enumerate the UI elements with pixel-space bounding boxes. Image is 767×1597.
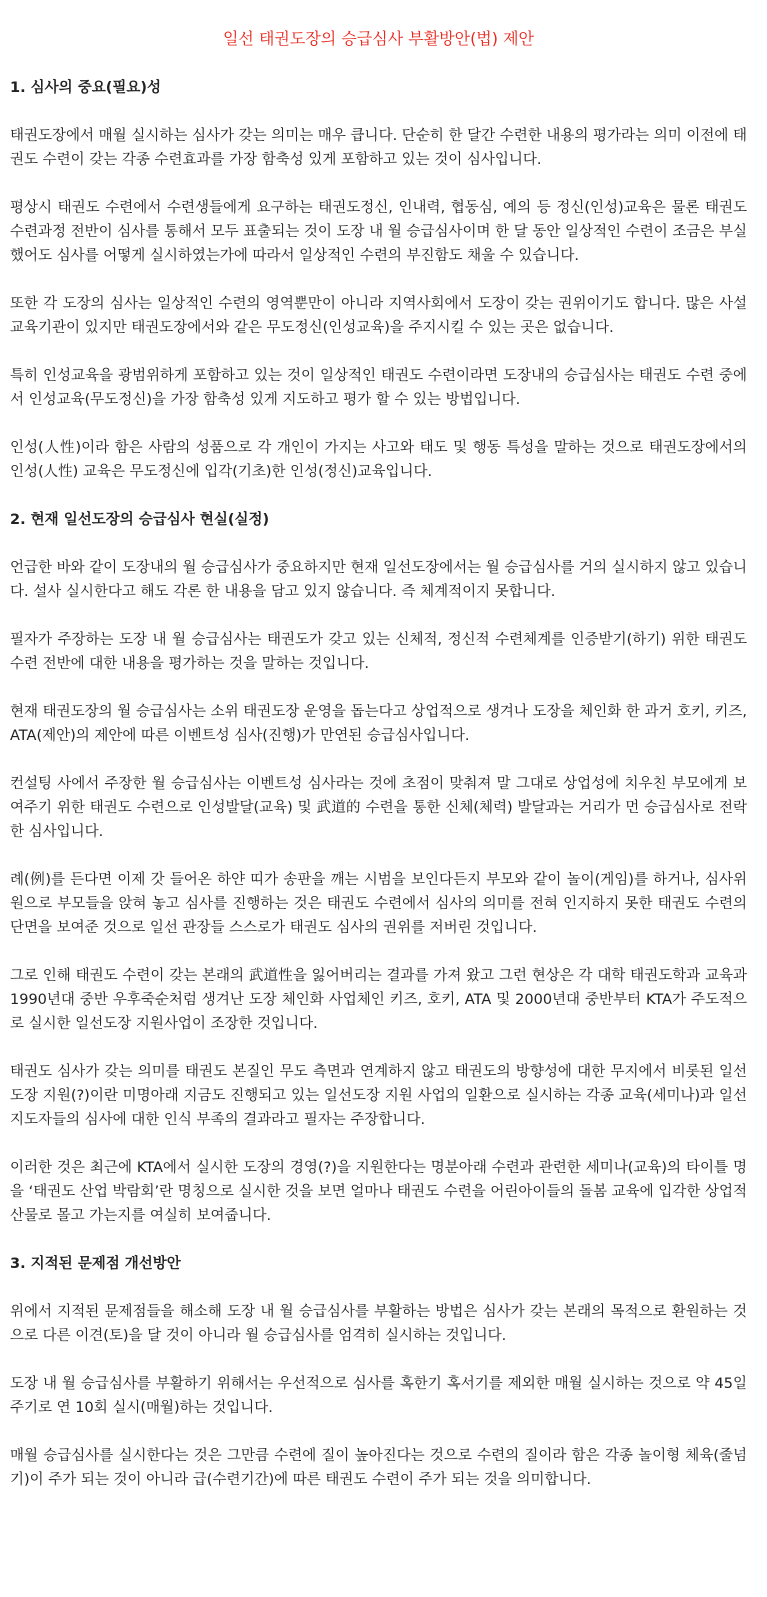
paragraph: 매월 승급심사를 실시한다는 것은 그만큼 수련에 질이 높아진다는 것으로 수련의 질이라 함은 각종 놀이형 체육(줄넘기)이 주가 되는 것이 아니라 급(수련기간)에 따른 태권도 수련이 주가 되는 것을 의미합니다. [10,1448,747,1488]
paragraph: 언급한 바와 같이 도장내의 월 승급심사가 중요하지만 현재 일선도장에서는 월 승급심사를 거의 실시하지 않고 있습니다. 설사 실시한다고 해도 각론 한 내용을 담고 있지 않습니다. 즉 체계적이지 못합니다. [10,560,747,600]
section-heading-1: 1. 심사의 중요(필요)성 [10,80,162,96]
paragraph: 컨설팅 사에서 주장한 월 승급심사는 이벤트성 심사라는 것에 초점이 맞춰져 말 그대로 상업성에 치우친 부모에게 보여주기 위한 태권도 수련으로 인성발달(교육) 및 武道的 수련을 통한 신체(체력) 발달과는 거리가 먼 승급심사로 전락한 심사입니다. [10,776,747,840]
paragraph: 필자가 주장하는 도장 내 월 승급심사는 태권도가 갖고 있는 신체적, 정신적 수련체계를 인증받기(하기) 위한 태권도 수련 전반에 대한 내용을 평가하는 것을 말하는 것입니다. [10,632,747,672]
section-heading-3: 3. 지적된 문제점 개선방안 [10,1256,181,1272]
paragraph: 현재 태권도장의 월 승급심사는 소위 태권도장 운영을 돕는다고 상업적으로 생겨나 도장을 체인화 한 과거 호키, 키즈, ATA(제안)의 제안에 따른 이벤트성 심사(진행)가 만연된 승급심사입니다. [10,704,747,744]
paragraph: 그로 인해 태권도 수련이 갖는 본래의 武道性을 잃어버리는 결과를 가져 왔고 그런 현상은 각 대학 태권도학과 교육과 1990년대 중반 우후죽순처럼 생겨난 도장 체인화 사업체인 키즈, 호키, ATA 및 2000년대 중반부터 KTA가 주도적으로 실시한 일선도장 지원사업이 조장한 것입니다. [10,968,747,1032]
paragraph: 위에서 지적된 문제점들을 해소해 도장 내 월 승급심사를 부활하는 방법은 심사가 갖는 본래의 목적으로 환원하는 것으로 다른 이견(토)을 달 것이 아니라 월 승급심사를 엄격히 실시하는 것입니다. [10,1304,747,1344]
paragraph: 태권도장에서 매월 실시하는 심사가 갖는 의미는 매우 큽니다. 단순히 한 달간 수련한 내용의 평가라는 의미 이전에 태권도 수련이 갖는 각종 수련효과를 가장 함축성 있게 포함하고 있는 것이 심사입니다. [10,128,747,168]
article-title: 일선 태권도장의 승급심사 부활방안(법) 제안 [222,29,535,48]
paragraph: 특히 인성교육을 광범위하게 포함하고 있는 것이 일상적인 태권도 수련이라면 도장내의 승급심사는 태권도 수련 중에서 인성교육(무도정신)을 가장 함축성 있게 지도하고 평가 할 수 있는 방법입니다. [10,368,747,408]
section-heading-2: 2. 현재 일선도장의 승급심사 현실(실정) [10,512,270,528]
paragraph: 또한 각 도장의 심사는 일상적인 수련의 영역뿐만이 아니라 지역사회에서 도장이 갖는 권위이기도 합니다. 많은 사설 교육기관이 있지만 태권도장에서와 같은 무도정신(인성교육)을 주지시킬 수 있는 곳은 없습니다. [10,296,747,336]
paragraph: 인성(人性)이라 함은 사람의 성품으로 각 개인이 가지는 사고와 태도 및 행동 특성을 말하는 것으로 태권도장에서의 인성(人性) 교육은 무도정신에 입각(기초)한 인성(정신)교육입니다. [10,440,747,480]
paragraph: 이러한 것은 최근에 KTA에서 실시한 도장의 경영(?)을 지원한다는 명분아래 수련과 관련한 세미나(교육)의 타이틀 명을 ‘태권도 산업 박람회’란 명칭으로 실시한 것을 보면 얼마나 태권도 수련을 어린아이들의 돌봄 교육에 입각한 상업적 산물로 몰고 가는지를 여실히 보여줍니다. [10,1160,747,1224]
paragraph: 평상시 태권도 수련에서 수련생들에게 요구하는 태권도정신, 인내력, 협동심, 예의 등 정신(인성)교육은 물론 태권도 수련과정 전반이 심사를 통해서 모두 표출되는 것이 도장 내 월 승급심사이며 한 달 동안 일상적인 수련이 조금은 부실했어도 심사를 어떻게 실시하였는가에 따라서 일상적인 수련의 부진함도 채울 수 있습니다. [10,200,747,264]
paragraph: 도장 내 월 승급심사를 부활하기 위해서는 우선적으로 심사를 혹한기 혹서기를 제외한 매월 실시하는 것으로 약 45일 주기로 연 10회 실시(매월)하는 것입니다. [10,1376,747,1416]
paragraph: 태권도 심사가 갖는 의미를 태권도 본질인 무도 측면과 연계하지 않고 태권도의 방향성에 대한 무지에서 비롯된 일선도장 지원(?)이란 미명아래 지금도 진행되고 있는 일선도장 지원 사업의 일환으로 실시하는 각종 교육(세미나)과 일선 지도자들의 심사에 대한 인식 부족의 결과라고 필자는 주장합니다. [10,1064,747,1128]
paragraph: 례(例)를 든다면 이제 갓 들어온 하얀 띠가 송판을 깨는 시범을 보인다든지 부모와 같이 놀이(게임)를 하거나, 심사위원으로 부모들을 앉혀 놓고 심사를 진행하는 것은 태권도 수련에서 심사의 의미를 전혀 인지하지 못한 태권도 수련의 단면을 보여준 것으로 일선 관장들 스스로가 태권도 심사의 권위를 저버린 것입니다. [10,872,747,936]
